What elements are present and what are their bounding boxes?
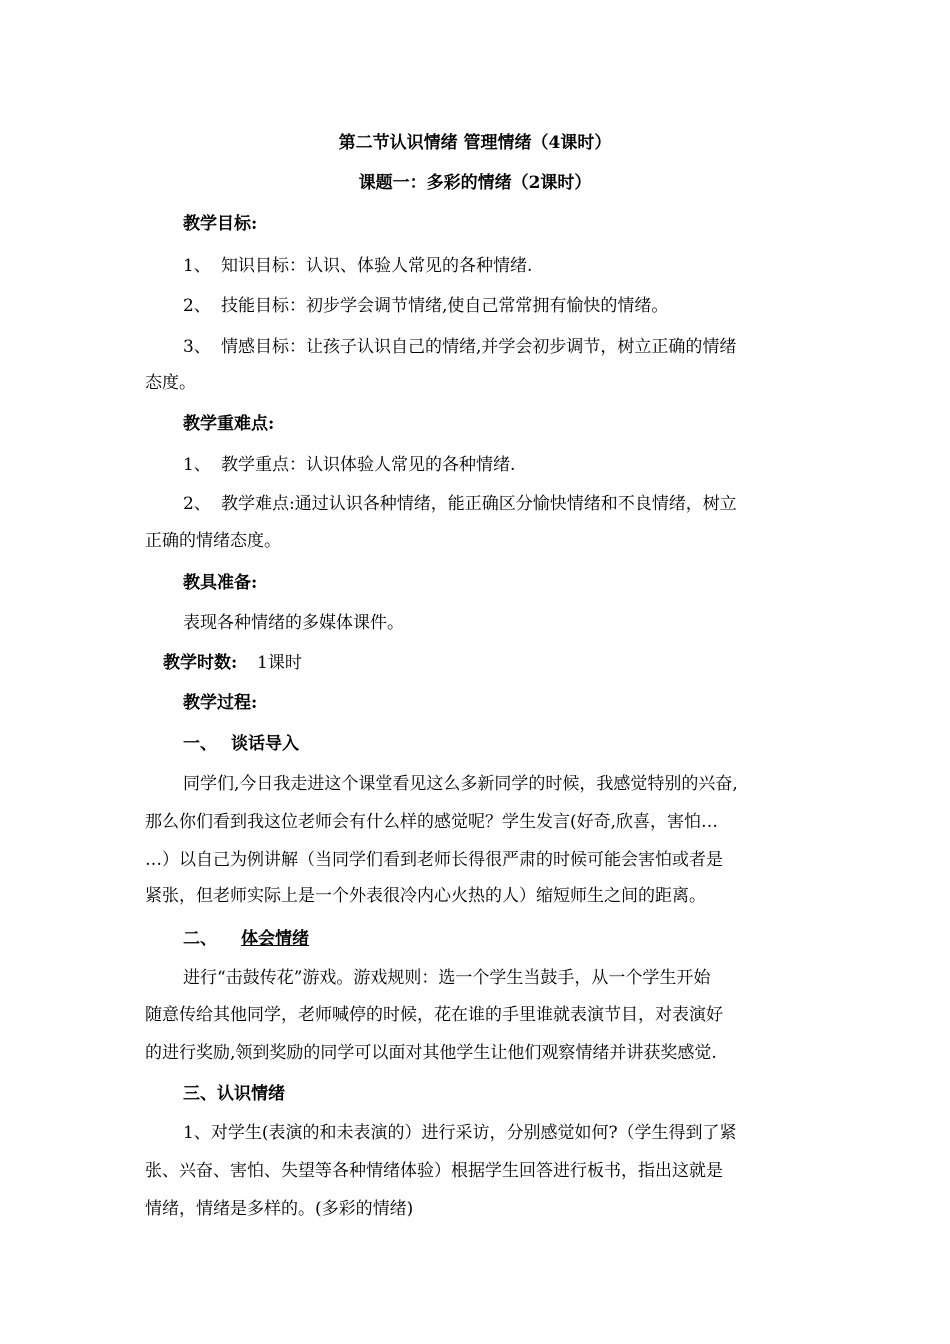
- section-3-line-2: 张、兴奋、害怕、失望等各种情绪体验）根据学生回答进行板书，指出这就是: [145, 1161, 723, 1181]
- materials-heading: 教具准备:: [183, 573, 258, 593]
- lesson-subtitle: 课题一：多彩的情绪（2课时）: [358, 173, 592, 193]
- objective-3-continuation: 态度。: [145, 373, 196, 393]
- key-point-2-continuation: 正确的情绪态度。: [145, 531, 281, 551]
- section-1-line-2: 那么你们看到我这位老师会有什么样的感觉呢？学生发言(好奇,欣喜，害怕…: [145, 812, 719, 832]
- objective-3-num: 3、: [183, 337, 211, 357]
- section-2-title: 体会情绪: [241, 929, 309, 949]
- section-2-num: 二、: [183, 929, 217, 949]
- section-1-title: 谈话导入: [231, 734, 299, 754]
- section-2-line-2: 随意传给其他同学，老师喊停的时候，花在谁的手里谁就表演节目，对表演好: [145, 1005, 723, 1025]
- key-point-2-num: 2、: [183, 494, 211, 514]
- section-1-line-4: 紧张，但老师实际上是一个外表很冷内心火热的人）缩短师生之间的距离。: [145, 886, 706, 906]
- objective-1-num: 1、: [183, 256, 211, 276]
- key-points-heading: 教学重难点:: [183, 414, 275, 434]
- materials-text: 表现各种情绪的多媒体课件。: [183, 613, 404, 633]
- objective-3-text: 情感目标：让孩子认识自己的情绪,并学会初步调节，树立正确的情绪: [221, 337, 737, 357]
- objective-2-text: 技能目标：初步学会调节情绪,使自己常常拥有愉快的情绪。: [221, 296, 669, 316]
- section-1-line-3: …）以自己为例讲解（当同学们看到老师长得很严肃的时候可能会害怕或者是: [145, 850, 723, 870]
- objective-2-num: 2、: [183, 296, 211, 316]
- objectives-heading: 教学目标:: [183, 214, 258, 234]
- section-2-line-3: 的进行奖励,领到奖励的同学可以面对其他学生让他们观察情绪并讲获奖感觉.: [145, 1043, 717, 1063]
- document-title: 第二节认识情绪 管理情绪（4课时）: [338, 133, 612, 153]
- hours-value: 1课时: [257, 653, 302, 673]
- process-heading: 教学过程:: [183, 693, 258, 713]
- objective-1-text: 知识目标：认识、体验人常见的各种情绪.: [221, 256, 533, 276]
- key-point-1-text: 教学重点：认识体验人常见的各种情绪.: [221, 455, 516, 475]
- section-1-line-1: 同学们,今日我走进这个课堂看见这么多新同学的时候，我感觉特别的兴奋,: [183, 774, 738, 794]
- section-3-title: 三、认识情绪: [183, 1084, 285, 1104]
- key-point-2-text: 教学难点:通过认识各种情绪，能正确区分愉快情绪和不良情绪，树立: [221, 494, 737, 514]
- section-3-line-1: 1、对学生(表演的和未表演的）进行采访，分别感觉如何?（学生得到了紧: [183, 1123, 737, 1143]
- section-2-line-1: 进行“击鼓传花”游戏。游戏规则：选一个学生当鼓手，从一个学生开始: [183, 968, 711, 988]
- section-3-line-3: 情绪，情绪是多样的。(多彩的情绪): [145, 1199, 414, 1219]
- key-point-1-num: 1、: [183, 455, 211, 475]
- section-1-num: 一、: [183, 734, 217, 754]
- hours-label: 教学时数:: [163, 653, 238, 673]
